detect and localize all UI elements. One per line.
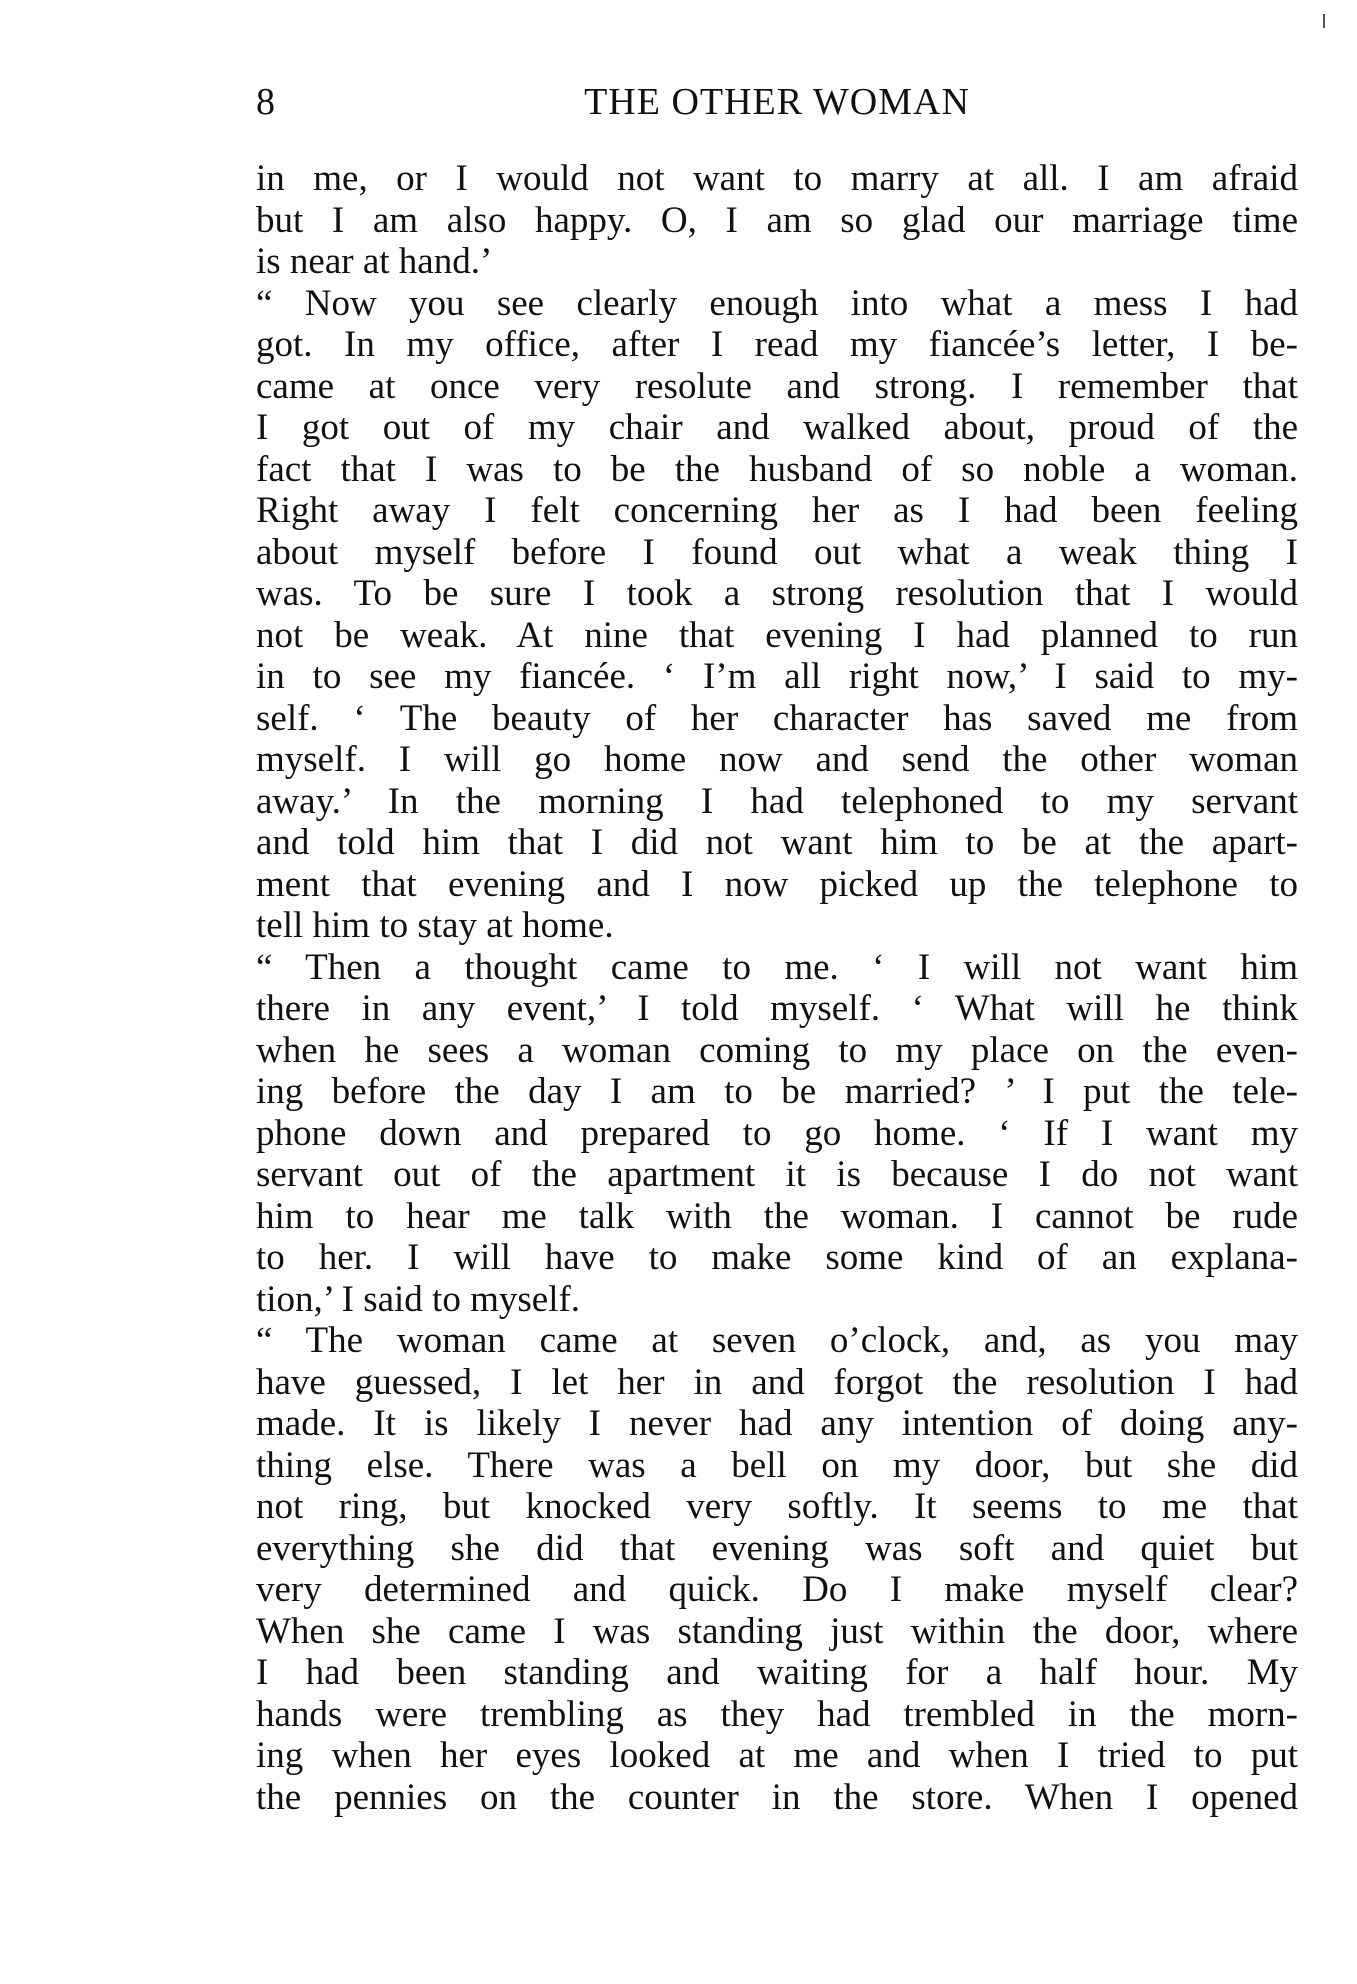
text-line: When she came I was standing just within the door, where <box>256 1610 1298 1652</box>
text-line: I had been standing and waiting for a half hour. My <box>256 1652 1298 1693</box>
text-line: myself. I will go home now and send the other woman <box>256 739 1298 780</box>
text-line: I got out of my chair and walked about, proud of the <box>256 407 1298 448</box>
text-line: to her. I will have to make some kind of an explana- <box>256 1237 1298 1278</box>
scan-mark <box>1323 14 1325 28</box>
text-line: is near at hand.’ <box>256 241 493 282</box>
text-line: in to see my fiancée. ‘ I’m all right now,’ I said to my- <box>256 656 1298 697</box>
text-line: in me, or I would not want to marry at all. I am afraid <box>256 158 1298 199</box>
text-line: him to hear me talk with the woman. I cannot be rude <box>256 1195 1298 1237</box>
text-line: “ Then a thought came to me. ‘ I will not want him <box>256 946 1298 988</box>
text-line: was. To be sure I took a strong resolution that I would <box>256 573 1298 614</box>
text-line: tion,’ I said to myself. <box>256 1278 581 1320</box>
page-number: 8 <box>256 81 275 123</box>
text-line: ment that evening and I now picked up the telephone to <box>256 863 1298 905</box>
text-line: servant out of the apartment it is because I do not want <box>256 1154 1298 1195</box>
text-line: away.’ In the morning I had telephoned to my servant <box>256 780 1298 822</box>
text-line: Right away I felt concerning her as I had been feeling <box>256 490 1298 531</box>
text-line: fact that I was to be the husband of so noble a woman. <box>256 448 1298 490</box>
text-line: “ The woman came at seven o’clock, and, as you may <box>256 1320 1298 1361</box>
text-line: everything she did that evening was soft and quiet but <box>256 1527 1298 1569</box>
text-line: got. In my office, after I read my fiancée’s letter, I be- <box>256 324 1298 365</box>
text-line: phone down and prepared to go home. ‘ If I want my <box>256 1112 1298 1154</box>
running-head <box>256 72 1298 132</box>
text-line: thing else. There was a bell on my door, but she did <box>256 1444 1298 1486</box>
running-title: THE OTHER WOMAN <box>584 81 970 123</box>
text-line: not be weak. At nine that evening I had planned to run <box>256 614 1298 656</box>
text-line: but I am also happy. O, I am so glad our marriage time <box>256 199 1298 241</box>
text-line: there in any event,’ I told myself. ‘ What will he think <box>256 988 1298 1029</box>
text-line: came at once very resolute and strong. I remember that <box>256 365 1298 407</box>
text-line: and told him that I did not want him to be at the apart- <box>256 822 1298 863</box>
text-line: hands were trembling as they had trembled in the morn- <box>256 1693 1298 1735</box>
text-line: not ring, but knocked very softly. It seems to me that <box>256 1486 1298 1527</box>
text-line: ing when her eyes looked at me and when I tried to put <box>256 1735 1298 1776</box>
text-line: have guessed, I let her in and forgot the resolution I had <box>256 1361 1298 1403</box>
text-line: ing before the day I am to be married? ’ I put the tele- <box>256 1071 1298 1112</box>
text-line: self. ‘ The beauty of her character has saved me from <box>256 697 1298 739</box>
text-line: about myself before I found out what a weak thing I <box>256 531 1298 573</box>
text-line: very determined and quick. Do I make myself clear? <box>256 1569 1298 1610</box>
text-line: made. It is likely I never had any intention of doing any- <box>256 1403 1298 1444</box>
text-line: “ Now you see clearly enough into what a mess I had <box>256 282 1298 324</box>
text-line: tell him to stay at home. <box>256 905 614 946</box>
body-text <box>256 158 1298 1818</box>
text-line: the pennies on the counter in the store. When I opened <box>256 1776 1298 1818</box>
text-line: when he sees a woman coming to my place on the even- <box>256 1029 1298 1071</box>
